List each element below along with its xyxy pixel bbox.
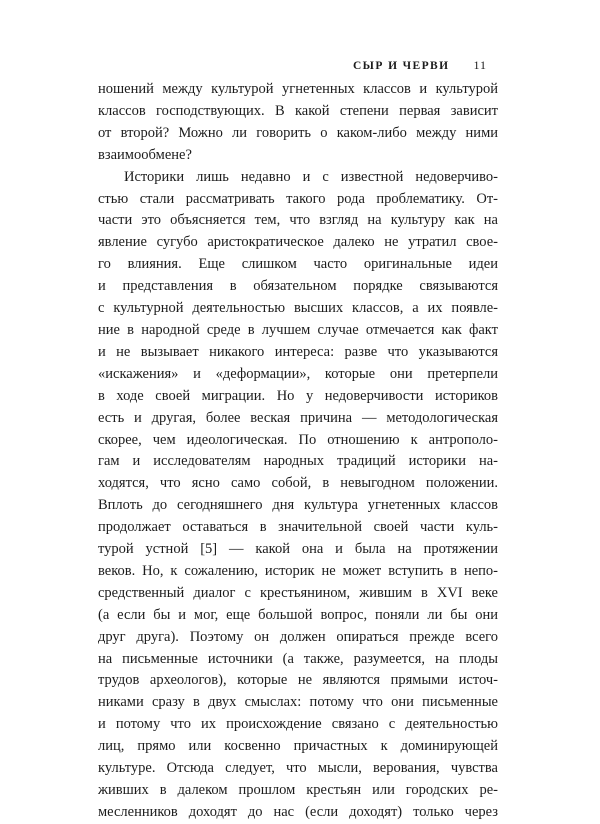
text-line: друг друга). Поэтому он должен опираться прежде всего (98, 628, 498, 645)
text-line: классов господствующих. В какой степени первая зависит (98, 102, 498, 119)
text-line: веков. Но, к сожалению, историк не может вступить в непо- (98, 562, 498, 579)
text-line: (а если бы и мог, еще большой вопрос, поняли ли бы они (98, 606, 498, 623)
text-line: на письменные источники (а также, разумеется, на плоды (98, 650, 498, 667)
text-line: Историки лишь недавно и с известной недоверчиво- (124, 168, 498, 185)
text-line: трудов археологов), которые не являются прямыми источ- (98, 672, 498, 689)
text-line: и потому что их происхождение связано с деятельностью (98, 716, 498, 733)
text-line: культуре. Отсюда следует, что мысли, верования, чувства (98, 760, 498, 777)
text-line: в ходе своей миграции. Но у недоверчивости историков (98, 387, 498, 404)
text-line: месленников доходят до нас (если доходят) только через (98, 803, 498, 820)
text-line: продолжает оставаться в значительной своей части куль- (98, 519, 498, 536)
text-line: явление сугубо аристократическое далеко не утратил свое- (98, 234, 498, 251)
text-line: турой устной [5] — какой она и была на протяжении (98, 541, 498, 558)
running-head (353, 58, 487, 73)
text-line: и не вызывает никакого интереса: разве что указываются (98, 343, 498, 360)
text-line: «искажения» и «деформации», которые они претерпели (98, 365, 498, 382)
text-line: стью стали рассматривать такого рода проблематику. От- (98, 190, 498, 207)
text-line: го влияния. Еще слишком часто оригинальные идеи (98, 256, 498, 273)
text-line: скорее, чем идеологическая. По отношению к антрополо- (98, 431, 498, 448)
text-line: с культурной деятельностью высших классов, а их появле- (98, 300, 498, 317)
text-line: живших в далеком прошлом крестьян или городских ре- (98, 782, 498, 798)
text-line: ходятся, что ясно само собой, в невыгодном положении. (98, 475, 498, 492)
text-line: Вплоть до сегодняшнего дня культура угнетенных классов (98, 497, 498, 514)
text-line: средственный диалог с крестьянином, жившим в XVI веке (98, 584, 498, 601)
text-line: и представления в обязательном порядке связываются (98, 278, 498, 295)
page-number: 11 (473, 58, 487, 72)
text-line: части это объясняется тем, что взгляд на культуру как на (98, 212, 498, 229)
body-text (98, 79, 498, 824)
text-line: ние в народной среде в лучшем случае отмечается как факт (98, 321, 498, 338)
text-line: лиц, прямо или косвенно причастных к доминирующей (98, 738, 498, 755)
text-line: от второй? Можно ли говорить о каком-либо между ними (98, 124, 498, 141)
text-line: гам и исследователям народных традиций историки на- (98, 453, 498, 470)
text-line: ношений между культурой угнетенных классов и культурой (98, 81, 498, 97)
text-line: есть и другая, более веская причина — методологическая (98, 409, 498, 426)
text-line: никами сразу в двух смыслах: потому что они письменные (98, 694, 498, 711)
text-line: взаимообмене? (98, 146, 192, 163)
book-title: СЫР И ЧЕРВИ (352, 60, 450, 72)
